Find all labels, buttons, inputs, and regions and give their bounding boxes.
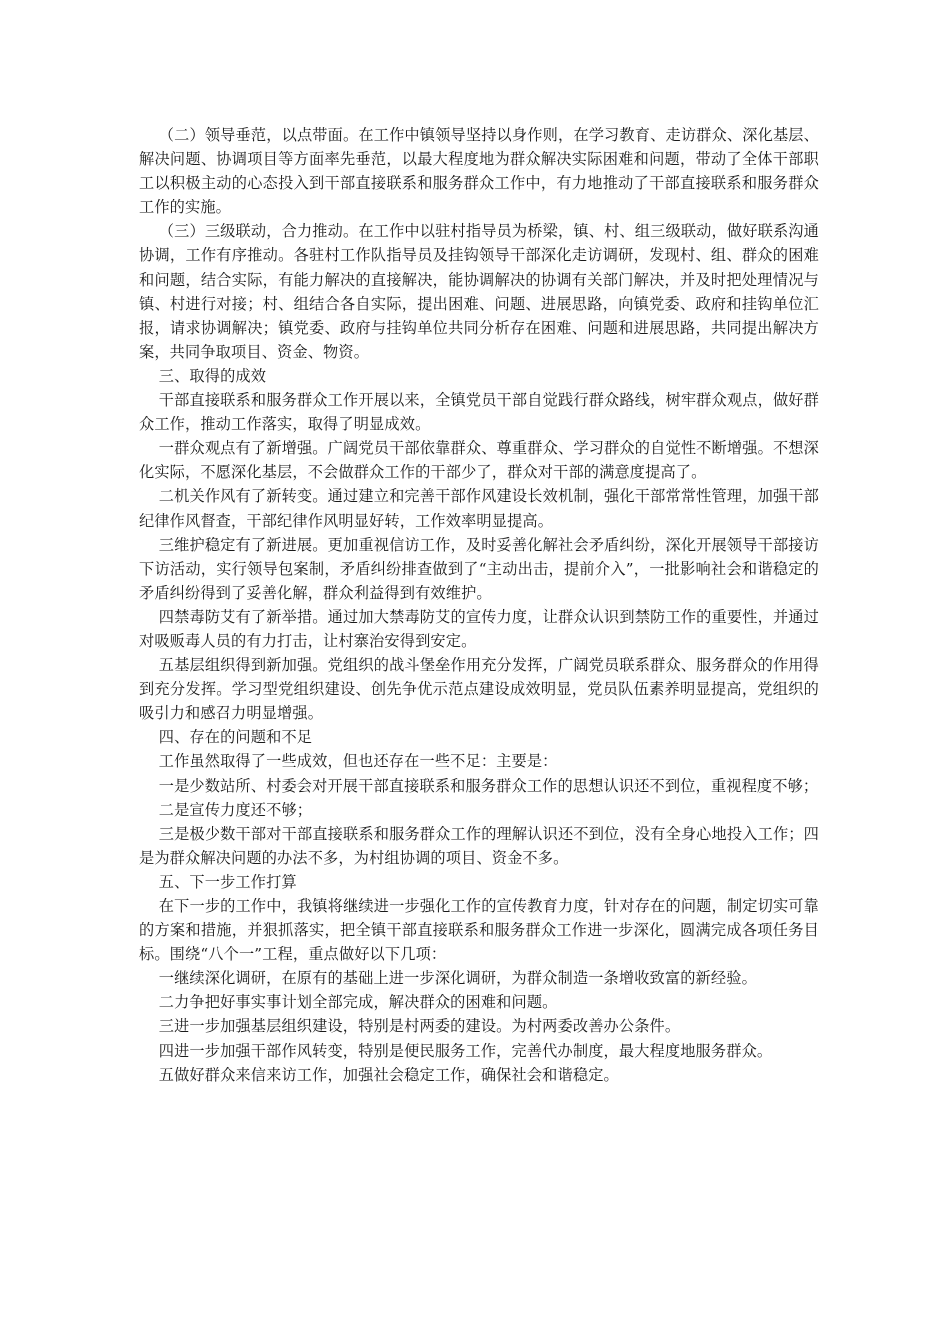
paragraph-next-steps-intro: 在下一步的工作中，我镇将继续进一步强化工作的宣传教育力度，针对存在的问题，制定切实可靠的方案和措施，并狠抓落实，把全镇干部直接联系和服务群众工作进一步深化，圆满完成各项任务目标。围绕“八个一”工程，重点做好以下几项： xyxy=(139,897,819,964)
paragraph-next-step-4: 四进一步加强干部作风转变，特别是便民服务工作，完善代办制度，最大程度地服务群众。 xyxy=(158,1041,773,1060)
paragraph-result-1: 一群众观点有了新增强。广阔党员干部依靠群众、尊重群众、学习群众的自觉性不断增强。不想深化实际，不愿深化基层，不会做群众工作的干部少了，群众对干部的满意度提高了。 xyxy=(139,439,819,482)
paragraph-result-2: 二机关作风有了新转变。通过建立和完善干部作风建设长效机制，强化干部常常性管理，加强干部纪律作风督查，干部纪律作风明显好转，工作效率明显提高。 xyxy=(139,487,819,530)
section-heading-next-steps: 五、下一步工作打算 xyxy=(158,872,297,891)
paragraph-result-3: 三维护稳定有了新进展。更加重视信访工作，及时妥善化解社会矛盾纠纷，深化开展领导干部接访下访活动，实行领导包案制，矛盾纠纷排查做到了“主动出击，提前介入”，一批影响社会和谐稳定的矛盾纠纷得到了妥善化解，群众利益得到有效维护。 xyxy=(139,535,819,602)
paragraph-leadership-example: （二）领导垂范，以点带面。在工作中镇领导坚持以身作则，在学习教育、走访群众、深化基层、解决问题、协调项目等方面率先垂范，以最大程度地为群众解决实际困难和问题，带动了全体干部职工以积极主动的心态投入到干部直接联系和服务群众工作中，有力地推动了干部直接联系和服务群众工作的实施。 xyxy=(139,126,819,217)
paragraph-next-step-2: 二力争把好事实事计划全部完成，解决群众的困难和问题。 xyxy=(158,993,558,1012)
section-heading-results: 三、取得的成效 xyxy=(158,366,267,385)
paragraph-problems-intro: 工作虽然取得了一些成效，但也还存在一些不足：主要是： xyxy=(158,752,558,771)
document-body xyxy=(139,123,819,1087)
paragraph-results-intro: 干部直接联系和服务群众工作开展以来，全镇党员干部自觉践行群众路线，树牢群众观点，做好群众工作，推动工作落实，取得了明显成效。 xyxy=(139,391,819,434)
paragraph-next-step-1: 一继续深化调研，在原有的基础上进一步深化调研，为群众制造一条增收致富的新经验。 xyxy=(158,969,757,988)
paragraph-problem-1: 一是少数站所、村委会对开展干部直接联系和服务群众工作的思想认识还不到位，重视程度不够； xyxy=(158,776,819,795)
paragraph-problem-2: 二是宣传力度还不够； xyxy=(158,800,313,819)
paragraph-next-step-3: 三进一步加强基层组织建设，特别是村两委的建设。为村两委改善办公条件。 xyxy=(158,1017,681,1036)
paragraph-result-5: 五基层组织得到新加强。党组织的战斗堡垒作用充分发挥，广阔党员联系群众、服务群众的作用得到充分发挥。学习型党组织建设、创先争优示范点建设成效明显，党员队伍素养明显提高，党组织的吸引力和感召力明显增强。 xyxy=(139,656,819,723)
paragraph-three-level-linkage: （三）三级联动，合力推动。在工作中以驻村指导员为桥梁，镇、村、组三级联动，做好联系沟通协调，工作有序推动。各驻村工作队指导员及挂钩领导干部深化走访调研，发现村、组、群众的困难和问题，结合实际，有能力解决的直接解决，能协调解决的协调有关部门解决，并及时把处理情况与镇、村进行对接；村、组结合各自实际，提出困难、问题、进展思路，向镇党委、政府和挂钩单位汇报，请求协调解决；镇党委、政府与挂钩单位共同分析存在困难、问题和进展思路，共同提出解决方案，共同争取项目、资金、物资。 xyxy=(139,222,819,361)
section-heading-problems: 四、存在的问题和不足 xyxy=(158,728,313,747)
paragraph-next-step-5: 五做好群众来信来访工作，加强社会稳定工作，确保社会和谐稳定。 xyxy=(158,1065,619,1084)
paragraph-result-4: 四禁毒防艾有了新举措。通过加大禁毒防艾的宣传力度，让群众认识到禁防工作的重要性，并通过对吸贩毒人员的有力打击，让村寨治安得到安定。 xyxy=(139,607,819,650)
paragraph-problem-3: 三是极少数干部对干部直接联系和服务群众工作的理解认识还不到位，没有全身心地投入工作；四是为群众解决问题的办法不多，为村组协调的项目、资金不多。 xyxy=(139,824,819,867)
